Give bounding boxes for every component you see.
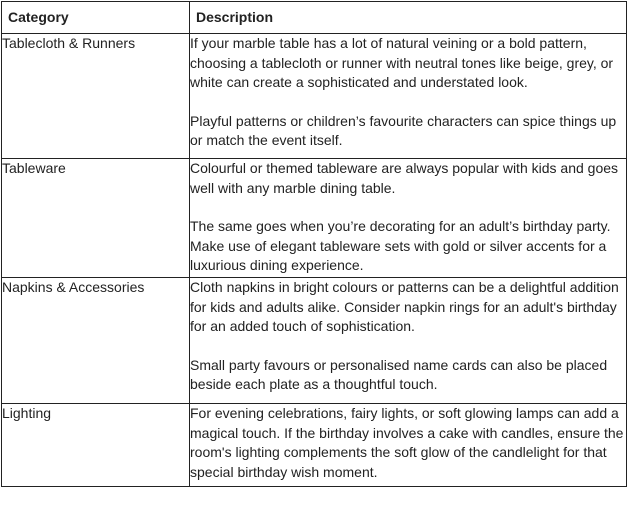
category-cell: Tableware — [2, 159, 190, 278]
description-paragraph: The same goes when you’re decorating for an adult’s birthday party. Make use of elegant tableware sets with gold or silver accents for a luxurious dining experience. — [190, 218, 611, 273]
header-description: Description — [190, 2, 627, 34]
description-cell — [190, 404, 627, 487]
description-cell — [190, 34, 627, 159]
description-paragraph: Colourful or themed tableware are always popular with kids and goes well with any marble dining table. — [190, 160, 619, 196]
description-cell — [190, 159, 627, 278]
description-paragraph: Playful patterns or children’s favourite characters can spice things up or match the event itself. — [190, 112, 617, 148]
description-paragraph: If your marble table has a lot of natural veining or a bold pattern, choosing a tablecloth or runner with neutral tones like beige, grey, or white can create a sophisticated and understated look. — [190, 35, 614, 90]
category-cell: Lighting — [2, 404, 190, 487]
table-header-row — [2, 2, 627, 34]
description-paragraph: Small party favours or personalised name cards can also be placed beside each plate as a thoughtful touch. — [190, 356, 608, 392]
description-paragraph: Cloth napkins in bright colours or patterns can be a delightful addition for kids and adults alike. Consider napkin rings for an adult's birthday for an added touch of sophistication. — [190, 279, 619, 334]
description-cell — [190, 278, 627, 404]
header-category: Category — [2, 2, 190, 34]
table-row — [2, 404, 627, 487]
category-cell: Tablecloth & Runners — [2, 34, 190, 159]
decor-table — [1, 1, 627, 487]
table-row — [2, 278, 627, 404]
table-row — [2, 159, 627, 278]
description-paragraph: For evening celebrations, fairy lights, or soft glowing lamps can add a magical touch. If the birthday involves a cake with candles, ensure the room's lighting complements the soft glow of the candlelight for that special birthday wish moment. — [190, 405, 624, 480]
category-cell: Napkins & Accessories — [2, 278, 190, 404]
table-row — [2, 34, 627, 159]
